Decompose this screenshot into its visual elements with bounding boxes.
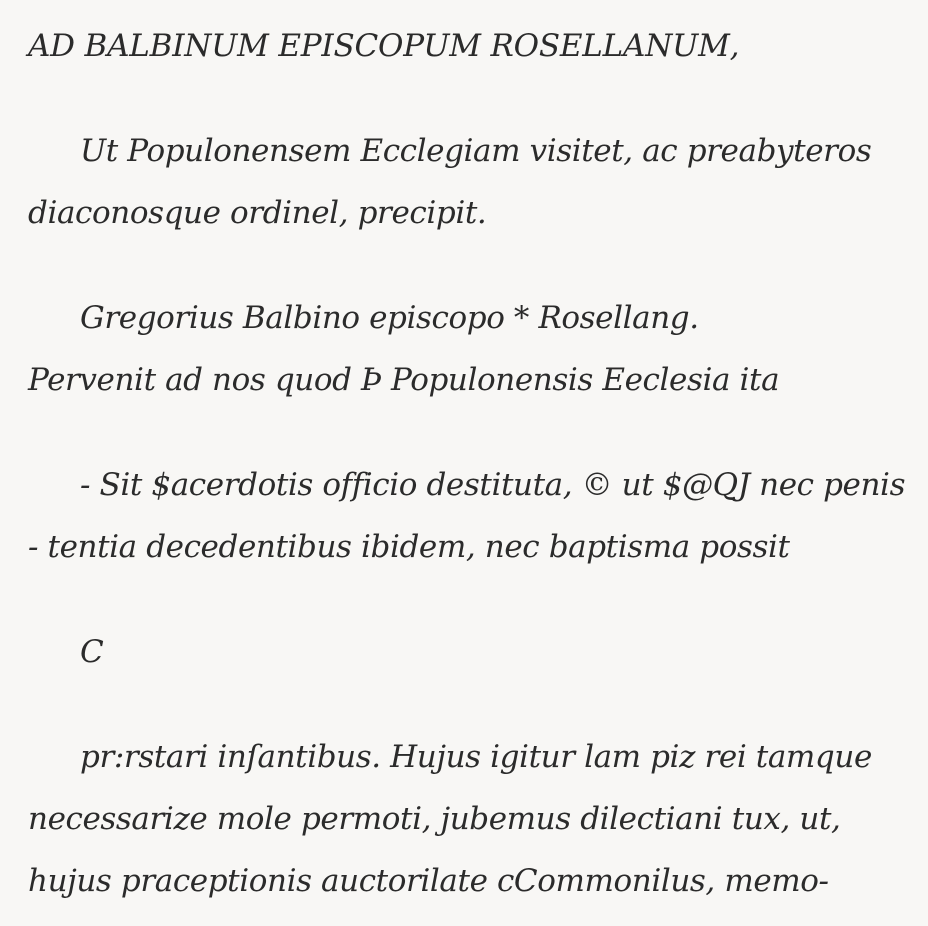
salutation-line-2: Pervenit ad nos quod Þ Populonensis Eeclesia ita [28, 362, 780, 398]
document-heading: AD BALBINUM EPISCOPUM ROSELLANUM, [28, 28, 740, 64]
summary-line-1: Ut Populonensem Ecclegiam visitet, ac preabyteros [80, 133, 872, 169]
summary-line-2: diaconosque ordinel, precipit. [28, 195, 487, 231]
paragraph-3-line-3: hujus praceptionis auctorilate cCommonilus, memo- [28, 863, 829, 899]
paragraph-3-line-2: necessarize mole permoti, jubemus dilectiani tux, ut, [28, 801, 841, 837]
paragraph-2-line-1: - Sit $acerdotis officio destituta, © ut $@QJ nec penis [80, 467, 906, 503]
paragraph-2-line-2: - tentia decedentibus ibidem, nec baptisma possit [28, 529, 790, 565]
salutation-line-1: Gregorius Balbino episcopo * Rosellang. [80, 300, 699, 336]
paragraph-3-line-1: pr:rstari inſantibus. Hujus igitur lam piz rei tamque [80, 739, 872, 775]
stray-letter: C [80, 634, 104, 670]
